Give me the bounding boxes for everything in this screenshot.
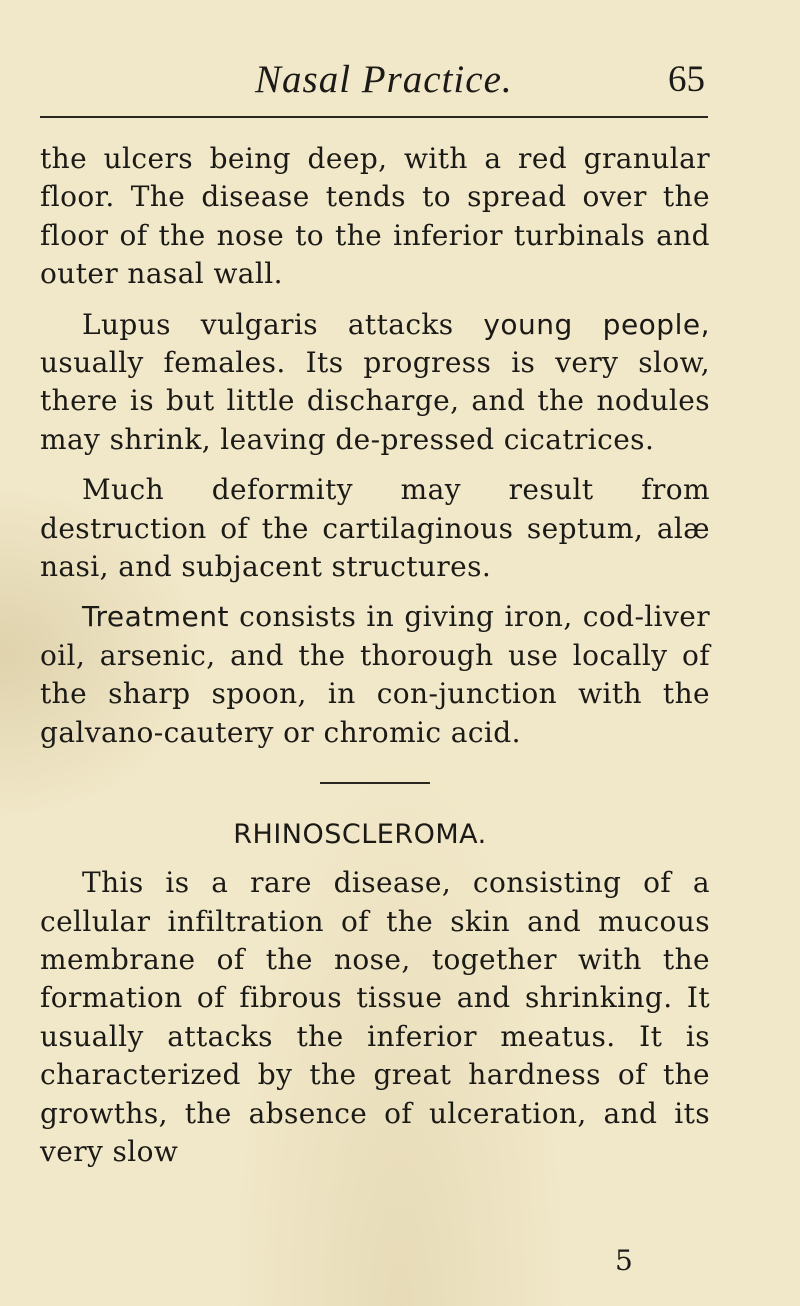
body-text (40, 140, 710, 1183)
paragraph-deformity: Much deformity may result from destruction of the cartilaginous septum, alæ nasi, and subjacent structures. (40, 473, 710, 584)
page-header (0, 58, 800, 108)
paragraph-ulcers: the ulcers being deep, with a red granular floor. The disease tends to spread over the floor of the nose to the inferior turbinals and outer nasal wall. (40, 142, 710, 291)
paragraph-treatment-rest: consists in giving iron, cod-liver oil, arsenic, and the thorough use locally of the sharp spoon, in con-junction with the galvano-cautery or chromic acid. (40, 600, 710, 749)
paragraph-lupus (40, 306, 710, 460)
section-heading: RHINOSCLEROMA. (233, 819, 487, 851)
emphasis-treatment: Treatment (82, 600, 229, 634)
paragraph-lupus-lead: Lupus vulgaris attacks (82, 307, 484, 341)
header-rule (40, 116, 708, 118)
paragraph-lupus-rest: usually females. Its progress is very slow, there is but little discharge, and the nodules may shrink, leaving de-pressed cicatrices. (40, 346, 710, 456)
running-title: Nasal Practice. (255, 58, 513, 101)
signature-mark: 5 (615, 1244, 633, 1277)
emphasis-young-people: young people, (483, 307, 710, 341)
section-rule (320, 782, 430, 784)
page-number: 65 (668, 59, 705, 100)
paragraph-treatment (40, 598, 710, 752)
paragraph-rhinoscleroma: This is a rare disease, consisting of a cellular infiltration of the skin and mucous membrane of the nose, together with the formation of fibrous tissue and shrinking. It usually attacks the inferior meatus. It is characterized by the great hardness of the growths, the absence of ulceration, and its very slow (40, 866, 710, 1168)
